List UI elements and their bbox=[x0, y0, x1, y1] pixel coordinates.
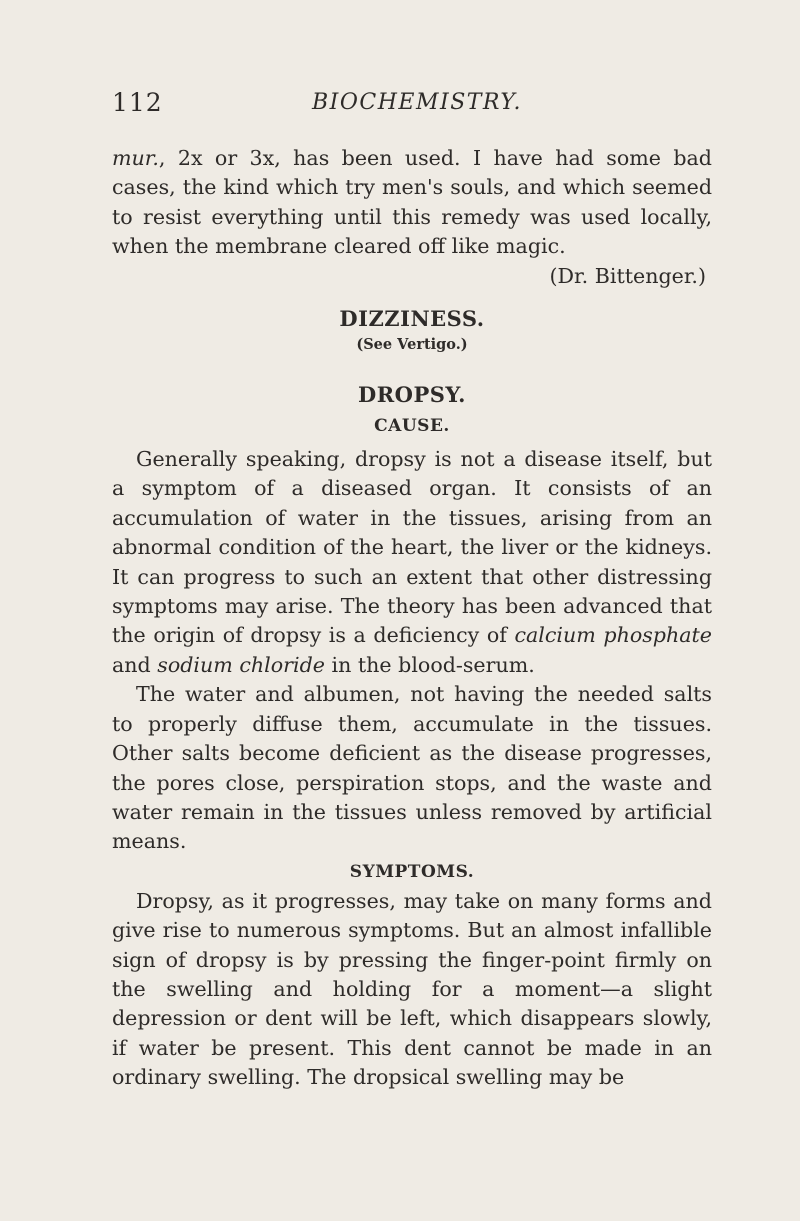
intro-text: , 2x or 3x, has been used. I have had some bad cases, the kind which try men's souls, and which seemed to resist everything until this remedy was used locally, when the membrane cleared off like magic. bbox=[112, 146, 712, 259]
book-page bbox=[112, 88, 712, 1093]
dropsy-heading: DROPSY. bbox=[357, 382, 466, 408]
symptoms-paragraph-1: Dropsy, as it progresses, may take on many forms and give rise to numerous symptoms. But an almost infallible sign of dropsy is by pressing the finger-point firmly on the swelling and holding for a moment—a slight depression or dent will be left, which disappears slowly, if water be present. This dent cannot be made in an ordinary swelling. The dropsical swelling may be bbox=[112, 888, 712, 1090]
cause-paragraph-2: The water and albumen, not having the needed salts to properly diffuse them, accumulate in the tissues. Other salts become deficient as the disease progresses, the pores close, perspiration stops, and the waste and water remain in the tissues unless removed by artificial means. bbox=[112, 682, 712, 854]
dizziness-see-note: (See Vertigo.) bbox=[356, 336, 468, 354]
running-title: BIOCHEMISTRY. bbox=[312, 90, 523, 115]
cause-heading: CAUSE. bbox=[374, 416, 450, 437]
attribution: (Dr. Bittenger.) bbox=[549, 263, 706, 288]
cause-text-a: Generally speaking, dropsy is not a disease itself, but a symptom of a diseased organ. It consists of an accumulation of water in the tissues, arising from an abnormal condition of the heart, the liver or the kidneys. It can progress to such an extent that other distressing symptoms may arise. The theory has been advanced that the origin of dropsy is a deficiency of bbox=[112, 447, 712, 648]
term-calcium-phosphate: calcium phosphate bbox=[514, 623, 712, 648]
symptoms-heading: SYMPTOMS. bbox=[349, 861, 475, 882]
page-number: 112 bbox=[112, 88, 163, 117]
intro-lead-italic: mur. bbox=[112, 146, 159, 170]
cause-text-c: in the blood-serum. bbox=[324, 652, 535, 677]
running-head bbox=[112, 88, 712, 124]
intro-paragraph bbox=[112, 144, 712, 262]
cause-text-b: and bbox=[112, 652, 158, 677]
dizziness-heading: DIZZINESS. bbox=[339, 306, 485, 332]
cause-paragraph-1 bbox=[112, 445, 712, 680]
term-sodium-chloride: sodium chloride bbox=[157, 652, 325, 677]
